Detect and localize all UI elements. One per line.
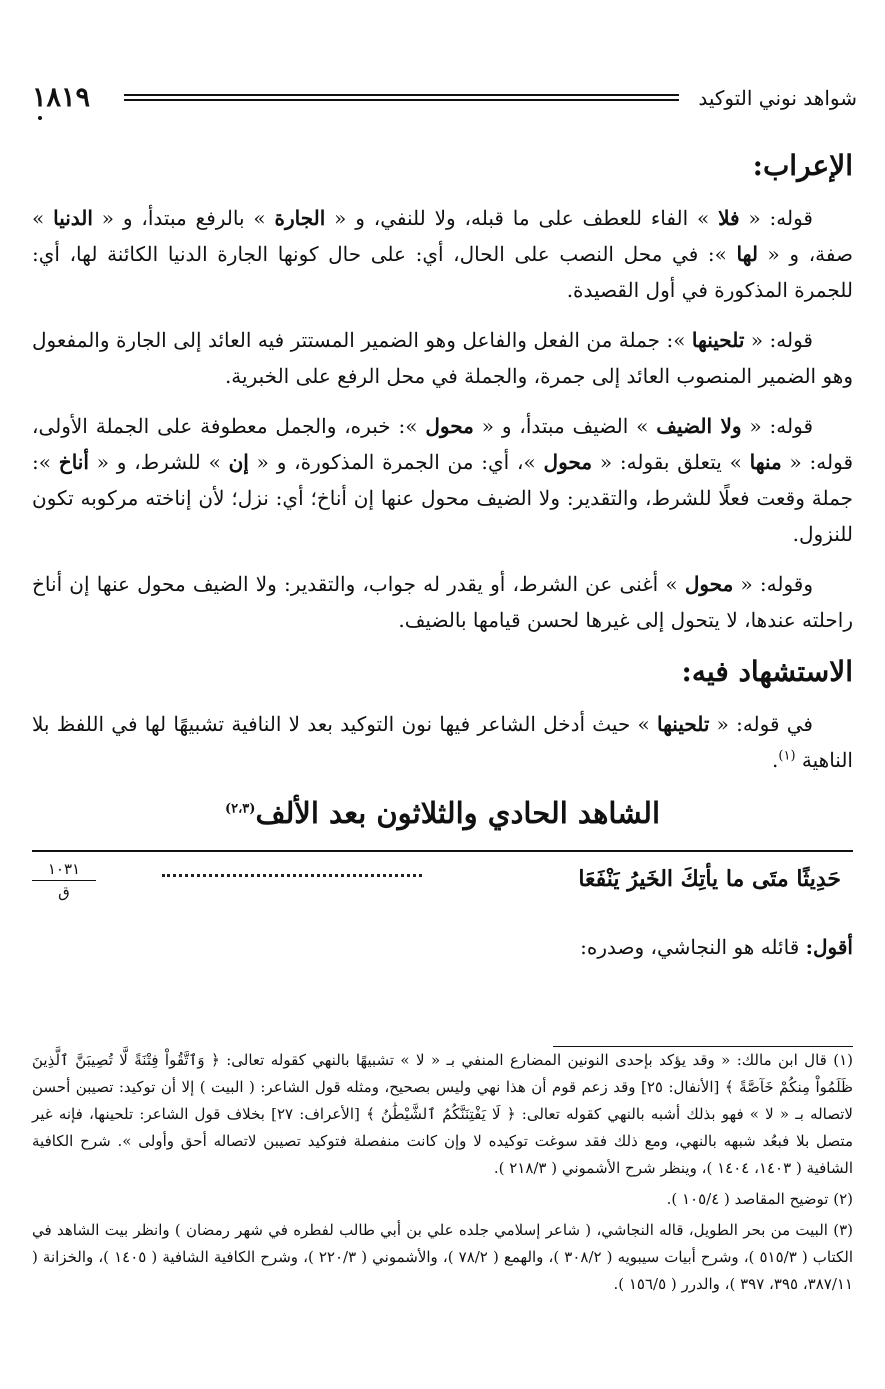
verse-text: حَدِيثًا متَى ما يأتِكَ الخَيرُ يَنْفَعَا bbox=[578, 866, 841, 892]
shahid-title: الشاهد الحادي والثلاثون بعد الألف$^{(٢،٣)}$ bbox=[224, 796, 661, 830]
page-number: ١٨١٩ bbox=[32, 82, 91, 113]
paragraph-3: قوله: « ولا الضيف » الضيف مبتدأ، و « محول »: خبره، والجمل معطوفة على الجملة الأولى، قوله: « منها » يتعلق بقوله: « محول »، أي: من الجمرة المذكورة، و « إن » للشرط، و « أناخ »: جملة وقعت فعلًا للشرط، والتقدير: ولا الضيف محول عنها إن أناخ؛ أي: نزل؛ لأن إناخته مركوبه تكون للنزول. bbox=[32, 414, 854, 546]
footnote-ref-2-3: (٢،٣) bbox=[224, 801, 256, 817]
attribution-line: أقول: قائله هو النجاشي، وصدره: bbox=[580, 935, 853, 959]
footnotes bbox=[32, 1046, 853, 1302]
footnote-1: (١) قال ابن مالك: « وقد يؤكد بإحدى النونين المضارع المنفي بـ « لا » تشبيهًا بالنهي كقوله تعالى: ﴿ وَٱتَّقُواْ فِتْنَةً لَّا تُصِيبَنَّ ٱلَّذِينَ ظَلَمُواْ مِنكُمْ خَآصَّةً ﴾ [الأنفال: ٢٥] وقد زعم قوم أن هذا نهي وليس بصحيح، ومثله قول الشاعر: ( البيت ) إلا أن توكيد: تصيبن أحسن لاتصاله بـ « لا » فهو بذلك أشبه بالنهي كقوله تعالى: ﴿ لَا يَفْتِنَنَّكُمُ ٱلشَّيْطَٰنُ ﴾ [الأعراف: ٢٧] بخلاف قول الشاعر: تلحينها، فإنه غير متصل بلا فبعُد شبهه بالنهي، ومع ذلك فقد سوغت توكيده لا وإن كانت منفصلة فتوكيد تصيبن لاتصاله أحق وأولى ». شرح الكافية الشافية ( ١٤٠٣، ١٤٠٤ )، وينظر شرح الأشموني ( ٢١٨/٣ ). bbox=[32, 1051, 853, 1177]
page-header bbox=[32, 82, 857, 116]
paragraph-2: قوله: « تلحينها »: جملة من الفعل والفاعل وهو الضمير المستتر فيه العائد إلى الجارة والمفعول وهو الضمير المنصوب العائد إلى جمرة، والجملة في محل الرفع على الخبرية. bbox=[32, 328, 853, 388]
footnote-3: (٣) البيت من بحر الطويل، قاله النجاشي، ( شاعر إسلامي جلده علي بن أبي طالب لفطره في شهر رمضان ) وانظر بيت الشاهد في الكتاب ( ٥١٥/٣ )، وشرح أبيات سيبويه ( ٣٠٨/٢ )، والهمع ( ٧٨/٢ )، والأشموني ( ٢٢٠/٣ )، وشرح الكافية الشافية ( ١٤٠٥ )، والخزانة ( ٣٨٧/١١، ٣٩٥، ٣٩٧ )، والدرر ( ١٥٦/٥ ). bbox=[32, 1221, 854, 1293]
verse-dots bbox=[162, 874, 422, 877]
footnote-2: (٢) توضيح المقاصد ( ١٠٥/٤ ). bbox=[666, 1190, 853, 1208]
header-dot bbox=[38, 116, 42, 120]
paragraph-5: في قوله: « تلحينها » حيث أدخل الشاعر فيها نون التوكيد بعد لا النافية تشبيهًا لها في اللفظ بلا الناهية $^{(١)}$. bbox=[32, 712, 853, 772]
running-title: شواهد نوني التوكيد bbox=[698, 86, 857, 110]
main-text bbox=[32, 146, 853, 986]
footnote-ref-1: (١) bbox=[778, 748, 796, 764]
paragraph-1: قوله: « فلا » الفاء للعطف على ما قبله، ولا للنفي، و « الجارة » بالرفع مبتدأ، و « الدنيا » صفة، و « لها »: في محل النصب على الحال، أي: على حال كونها الجارة الدنيا الكائنة لها، أي: للجمرة المذكورة في أول القصيدة. bbox=[32, 206, 854, 302]
section-heading-irab: الإعراب: bbox=[752, 149, 853, 182]
section-heading-istishhad: الاستشهاد فيه: bbox=[681, 655, 853, 688]
header-rule bbox=[124, 94, 679, 101]
paragraph-4: وقوله: « محول » أغنى عن الشرط، أو يقدر له جواب، والتقدير: ولا الضيف محول عنها إن أناخ راحلته عندها، لا يتحول إلى غيرها لحسن قيامها بالضيف. bbox=[32, 572, 853, 632]
verse-number: ١٠٣١ ق bbox=[32, 858, 96, 903]
verse-line bbox=[32, 850, 853, 910]
